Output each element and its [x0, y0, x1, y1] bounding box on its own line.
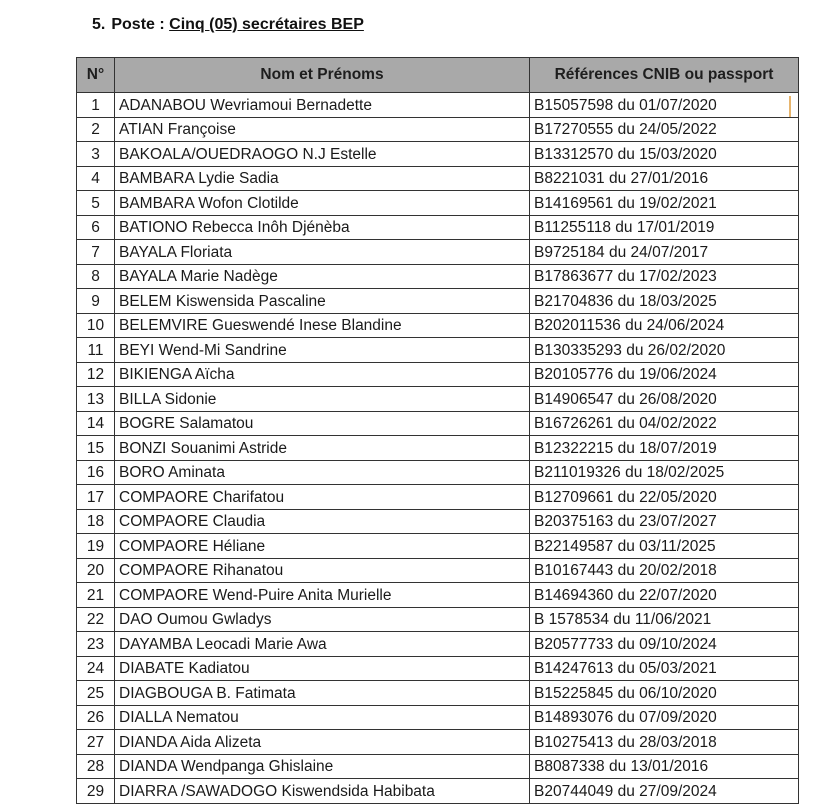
header-number: N°	[77, 58, 115, 93]
row-number: 12	[77, 362, 115, 387]
row-number: 8	[77, 264, 115, 289]
table-row	[77, 656, 799, 681]
row-reference: B17270555 du 24/05/2022	[530, 117, 799, 142]
row-reference: B130335293 du 26/02/2020	[530, 338, 799, 363]
row-name: BELEM Kiswensida Pascaline	[115, 289, 530, 314]
row-name: BEYI Wend-Mi Sandrine	[115, 338, 530, 363]
row-name: ADANABOU Wevriamoui Bernadette	[115, 93, 530, 118]
row-reference: B15057598 du 01/07/2020	[530, 93, 799, 118]
row-name: BAKOALA/OUEDRAOGO N.J Estelle	[115, 142, 530, 167]
table-row	[77, 705, 799, 730]
row-reference: B11255118 du 17/01/2019	[530, 215, 799, 240]
row-number: 5	[77, 191, 115, 216]
row-reference: B8221031 du 27/01/2016	[530, 166, 799, 191]
row-name: COMPAORE Héliane	[115, 534, 530, 559]
row-number: 3	[77, 142, 115, 167]
row-reference: B15225845 du 06/10/2020	[530, 681, 799, 706]
table-row	[77, 632, 799, 657]
row-name: BORO Aminata	[115, 460, 530, 485]
row-name: DIANDA Wendpanga Ghislaine	[115, 754, 530, 779]
row-name: DIANDA Aida Alizeta	[115, 730, 530, 755]
row-reference: B20744049 du 27/09/2024	[530, 779, 799, 804]
row-number: 27	[77, 730, 115, 755]
row-reference: B211019326 du 18/02/2025	[530, 460, 799, 485]
table-row	[77, 166, 799, 191]
table-row	[77, 558, 799, 583]
table-row	[77, 436, 799, 461]
section-title: Cinq (05) secrétaires BEP	[169, 16, 364, 33]
row-reference: B9725184 du 24/07/2017	[530, 240, 799, 265]
row-name: BELEMVIRE Gueswendé Inese Blandine	[115, 313, 530, 338]
table-row	[77, 754, 799, 779]
row-reference: B12322215 du 18/07/2019	[530, 436, 799, 461]
row-name: DAYAMBA Leocadi Marie Awa	[115, 632, 530, 657]
section-heading	[92, 16, 364, 34]
table-row	[77, 485, 799, 510]
table-row	[77, 534, 799, 559]
row-reference: B8087338 du 13/01/2016	[530, 754, 799, 779]
row-name: DIABATE Kadiatou	[115, 656, 530, 681]
row-number: 20	[77, 558, 115, 583]
row-number: 16	[77, 460, 115, 485]
table-row	[77, 509, 799, 534]
row-reference: B20375163 du 23/07/2027	[530, 509, 799, 534]
table-row	[77, 313, 799, 338]
table-row	[77, 142, 799, 167]
row-reference: B12709661 du 22/05/2020	[530, 485, 799, 510]
candidates-table	[76, 57, 799, 804]
row-reference: B21704836 du 18/03/2025	[530, 289, 799, 314]
row-name: DIARRA /SAWADOGO Kiswendsida Habibata	[115, 779, 530, 804]
row-name: BAMBARA Wofon Clotilde	[115, 191, 530, 216]
row-number: 7	[77, 240, 115, 265]
row-number: 22	[77, 607, 115, 632]
row-reference: B13312570 du 15/03/2020	[530, 142, 799, 167]
table-body	[77, 93, 799, 804]
table-row	[77, 583, 799, 608]
row-reference: B16726261 du 04/02/2022	[530, 411, 799, 436]
table-row	[77, 460, 799, 485]
table-row	[77, 117, 799, 142]
row-reference: B14169561 du 19/02/2021	[530, 191, 799, 216]
row-name: BIKIENGA Aïcha	[115, 362, 530, 387]
row-reference: B10167443 du 20/02/2018	[530, 558, 799, 583]
table-row	[77, 338, 799, 363]
row-reference: B 1578534 du 11/06/2021	[530, 607, 799, 632]
table-row	[77, 289, 799, 314]
row-name: COMPAORE Rihanatou	[115, 558, 530, 583]
row-reference: B14906547 du 26/08/2020	[530, 387, 799, 412]
table-row	[77, 93, 799, 118]
table-row	[77, 215, 799, 240]
row-name: BATIONO Rebecca Inôh Djénèba	[115, 215, 530, 240]
row-name: BAYALA Marie Nadège	[115, 264, 530, 289]
row-number: 21	[77, 583, 115, 608]
row-number: 9	[77, 289, 115, 314]
section-label: Poste :	[111, 16, 170, 33]
row-number: 13	[77, 387, 115, 412]
row-reference: B202011536 du 24/06/2024	[530, 313, 799, 338]
row-reference: B10275413 du 28/03/2018	[530, 730, 799, 755]
row-name: COMPAORE Charifatou	[115, 485, 530, 510]
row-number: 17	[77, 485, 115, 510]
row-reference: B14247613 du 05/03/2021	[530, 656, 799, 681]
row-name: BONZI Souanimi Astride	[115, 436, 530, 461]
table-row	[77, 264, 799, 289]
row-number: 2	[77, 117, 115, 142]
row-name: DIAGBOUGA B. Fatimata	[115, 681, 530, 706]
table-header-row	[77, 58, 799, 93]
table-row	[77, 387, 799, 412]
row-reference: B22149587 du 03/11/2025	[530, 534, 799, 559]
row-name: BOGRE Salamatou	[115, 411, 530, 436]
table-row	[77, 362, 799, 387]
row-name: BAYALA Floriata	[115, 240, 530, 265]
table-row	[77, 191, 799, 216]
row-name: COMPAORE Claudia	[115, 509, 530, 534]
row-name: DAO Oumou Gwladys	[115, 607, 530, 632]
header-name: Nom et Prénoms	[115, 58, 530, 93]
row-number: 28	[77, 754, 115, 779]
row-name: BILLA Sidonie	[115, 387, 530, 412]
table-row	[77, 411, 799, 436]
row-reference: B14893076 du 07/09/2020	[530, 705, 799, 730]
table-row	[77, 730, 799, 755]
table-row	[77, 607, 799, 632]
row-number: 10	[77, 313, 115, 338]
row-name: DIALLA Nematou	[115, 705, 530, 730]
section-number: 5.	[92, 16, 106, 33]
row-name: BAMBARA Lydie Sadia	[115, 166, 530, 191]
table-row	[77, 240, 799, 265]
row-name: COMPAORE Wend-Puire Anita Murielle	[115, 583, 530, 608]
row-number: 6	[77, 215, 115, 240]
row-reference: B20105776 du 19/06/2024	[530, 362, 799, 387]
row-name: ATIAN Françoise	[115, 117, 530, 142]
row-number: 29	[77, 779, 115, 804]
row-reference: B20577733 du 09/10/2024	[530, 632, 799, 657]
row-number: 25	[77, 681, 115, 706]
table-row	[77, 681, 799, 706]
row-reference: B17863677 du 17/02/2023	[530, 264, 799, 289]
row-number: 19	[77, 534, 115, 559]
row-number: 1	[77, 93, 115, 118]
table-row	[77, 779, 799, 804]
row-number: 26	[77, 705, 115, 730]
row-number: 18	[77, 509, 115, 534]
row-number: 11	[77, 338, 115, 363]
row-number: 23	[77, 632, 115, 657]
row-number: 4	[77, 166, 115, 191]
row-reference: B14694360 du 22/07/2020	[530, 583, 799, 608]
row-number: 15	[77, 436, 115, 461]
row-number: 24	[77, 656, 115, 681]
header-reference: Références CNIB ou passport	[530, 58, 799, 93]
row-number: 14	[77, 411, 115, 436]
